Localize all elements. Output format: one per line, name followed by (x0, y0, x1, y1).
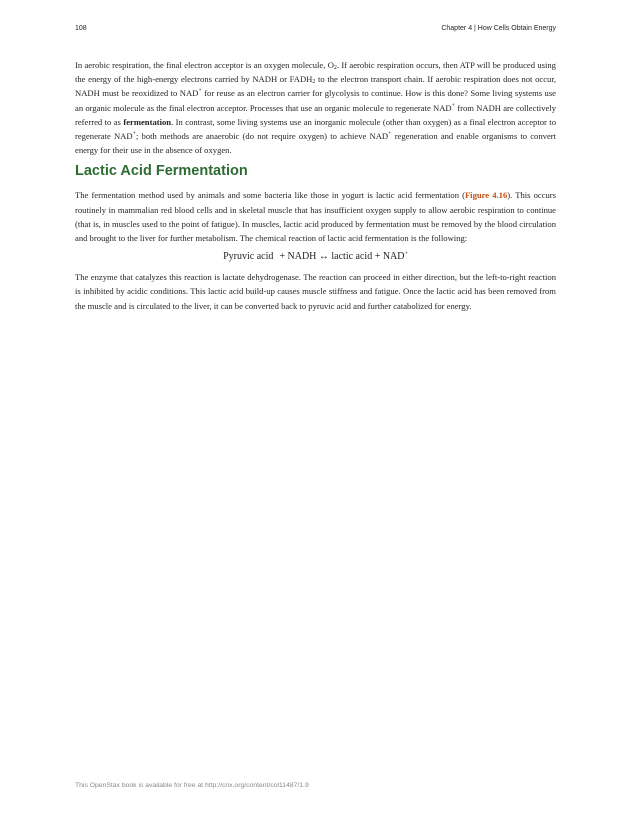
section-heading: Lactic Acid Fermentation (75, 163, 248, 180)
intro-paragraph: In aerobic respiration, the final electron acceptor is an oxygen molecule, $O_2$. If aerobic respiration occurs, then ATP will be produced using the energy of the high-energy electrons carried by NADH or $FADH_2$ to the electron transport chain. If aerobic respiration does not occur, NADH must be reoxidized to NAD+ for reuse as an electron carrier for glycolysis to continue. How is this done? Some living systems use an organic molecule as the final electron acceptor. Processes that use an organic molecule to regenerate NAD+ from NADH are collectively referred to as fermentation. In contrast, some living systems use an inorganic molecule (other than oxygen) as a final electron acceptor to regenerate NAD+; both methods are anaerobic (do not require oxygen) to achieve NAD+ regeneration and enable organisms to convert energy for their use in the absence of oxygen. (75, 60, 557, 156)
chemical-equation: Pyruvic acid + NADH ↔ lactic acid + NAD+ (223, 251, 408, 263)
section-paragraph-1: The fermentation method used by animals and some bacteria like those in yogurt is lactic acid fermentation (Figure 4.16). This occurs routinely in mammalian red blood cells and in skeletal muscle that has insufficient oxygen supply to allow aerobic respiration to continue (that is, in muscles used to the point of fatigue). In muscles, lactic acid produced by fermentation must be removed by the blood circulation and brought to the liver for further metabolism. The chemical reaction of lactic acid fermentation is the following: (75, 190, 557, 244)
section-paragraph-2: The enzyme that catalyzes this reaction is lactate dehydrogenase. The reaction can proceed in either direction, but the left-to-right reaction is inhibited by acidic conditions. This lactic acid build-up causes muscle stiffness and fatigue. Once the lactic acid has been removed from the muscle and is circulated to the liver, it can be converted back to pyruvic acid and further catabolized for energy. (75, 272, 556, 311)
page-footer: This OpenStax book is available for free at http://cnx.org/content/col11487/1.9 (75, 782, 309, 789)
figure-link[interactable]: Figure 4.16 (464, 190, 508, 201)
fermentation-term: fermentation (123, 116, 172, 127)
chapter-title: Chapter 4 | How Cells Obtain Energy (441, 25, 556, 32)
page-number: 108 (75, 25, 87, 32)
page-content (75, 58, 556, 318)
